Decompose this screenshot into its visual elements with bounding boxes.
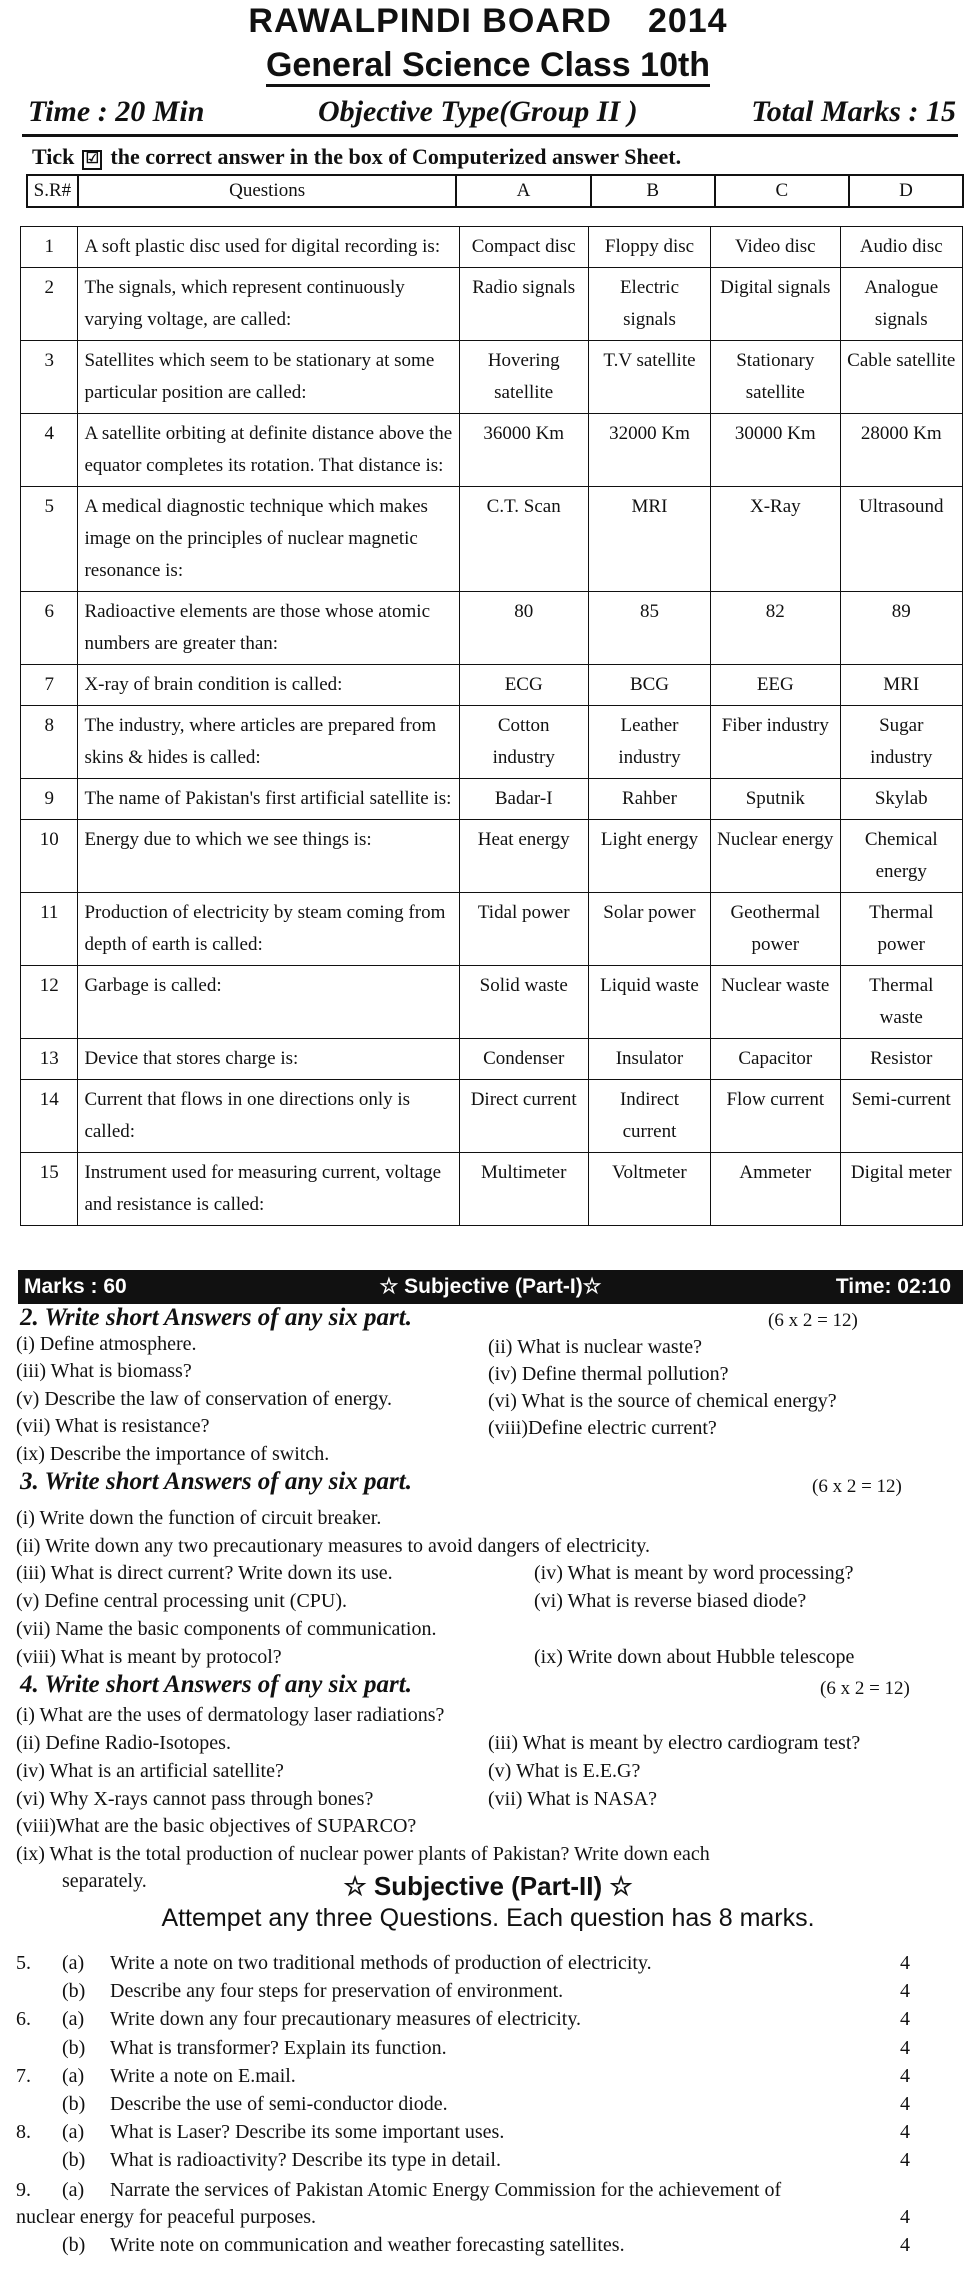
option-d: Resistor	[840, 1039, 963, 1080]
q9b-part: (b)	[62, 2234, 86, 2256]
mcq-row	[21, 665, 963, 706]
p2-number: 8.	[16, 2121, 31, 2143]
option-d: Audio disc	[840, 227, 963, 268]
mcq-row	[21, 779, 963, 820]
q9-number: 9.	[16, 2179, 31, 2201]
mcq-number: 1	[21, 227, 78, 268]
option-b: Insulator	[588, 1039, 710, 1080]
marks-label: Marks : 60	[24, 1275, 127, 1298]
q9b-text: Write note on communication and weather forecasting satellites.	[110, 2234, 625, 2256]
mcq-question: The industry, where articles are prepared from skins & hides is called:	[78, 706, 459, 779]
q2-iv: (iv) Define thermal pollution?	[488, 1363, 729, 1385]
option-c: Geothermal power	[711, 893, 840, 966]
q9a-text: Narrate the services of Pakistan Atomic Energy Commission for the achievement of	[110, 2179, 782, 2201]
option-a: Cotton industry	[459, 706, 588, 779]
mcq-question: Energy due to which we see things is:	[78, 820, 459, 893]
mcq-question: Current that flows in one directions only is called:	[78, 1080, 459, 1153]
mcq-question: A satellite orbiting at definite distance above the equator completes its rotation. That distance is:	[78, 414, 459, 487]
mcq-row	[21, 1153, 963, 1226]
mcq-number: 14	[21, 1080, 78, 1153]
p2-marks: 4	[900, 1952, 910, 1974]
mcq-row	[21, 706, 963, 779]
option-c: Sputnik	[711, 779, 840, 820]
mcq-row	[21, 966, 963, 1039]
option-d: Digital meter	[840, 1153, 963, 1226]
mcq-row	[21, 592, 963, 665]
col-sr: S.R#	[27, 175, 78, 207]
mcq-number: 5	[21, 487, 78, 592]
p2-number: 6.	[16, 2008, 31, 2030]
option-c: Capacitor	[711, 1039, 840, 1080]
p2-marks: 4	[900, 2008, 910, 2030]
board-title: RAWALPINDI BOARD 2014	[248, 2, 728, 40]
p2-part: (b)	[62, 2093, 86, 2115]
mcq-question: Instrument used for measuring current, voltage and resistance is called:	[78, 1153, 459, 1226]
option-d: Skylab	[840, 779, 963, 820]
mcq-number: 10	[21, 820, 78, 893]
option-a: Badar-I	[459, 779, 588, 820]
option-b: BCG	[588, 665, 710, 706]
subjective-bar	[18, 1270, 963, 1304]
total-marks: Total Marks : 15	[751, 95, 956, 128]
q3-ii: (ii) Write down any two precautionary measures to avoid dangers of electricity.	[16, 1535, 650, 1557]
col-d: D	[849, 175, 963, 207]
col-a: A	[456, 175, 590, 207]
q4-v: (v) What is E.E.G?	[488, 1760, 641, 1782]
q4-ii: (ii) Define Radio-Isotopes.	[16, 1732, 231, 1754]
q4-iv: (iv) What is an artificial satellite?	[16, 1760, 284, 1782]
q4-marks: (6 x 2 = 12)	[820, 1678, 910, 1699]
option-c: Nuclear energy	[711, 820, 840, 893]
answer-table-header	[26, 174, 964, 208]
option-d: Chemical energy	[840, 820, 963, 893]
col-b: B	[591, 175, 715, 207]
p2-part: (b)	[62, 2037, 86, 2059]
q2-i: (i) Define atmosphere.	[16, 1333, 197, 1355]
subject-title: General Science Class 10th	[0, 44, 976, 86]
time-label: Time : 20 Min	[28, 95, 205, 128]
p2-text: Describe any four steps for preservation of environment.	[110, 1980, 564, 2002]
p2-part: (a)	[62, 2121, 85, 2143]
p2-text: Write a note on E.mail.	[110, 2065, 296, 2087]
mcq-number: 9	[21, 779, 78, 820]
mcq-number: 13	[21, 1039, 78, 1080]
q4-ix: (ix) What is the total production of nuclear power plants of Pakistan? Write down each	[16, 1843, 710, 1865]
option-c: Video disc	[711, 227, 840, 268]
mcq-question: A medical diagnostic technique which makes image on the principles of nuclear magnetic resonance is:	[78, 487, 459, 592]
tick-instruction: Tick ☑ the correct answer in the box of Computerized answer Sheet.	[32, 144, 682, 169]
part2-title: ☆ Subjective (Part-II) ☆	[343, 1871, 633, 1901]
option-b: 85	[588, 592, 710, 665]
option-b: Electric signals	[588, 268, 710, 341]
option-a: Direct current	[459, 1080, 588, 1153]
q4-vi: (vi) Why X-rays cannot pass through bones?	[16, 1788, 374, 1810]
mcq-row	[21, 1039, 963, 1080]
option-d: Ultrasound	[840, 487, 963, 592]
option-c: X-Ray	[711, 487, 840, 592]
mcq-number: 2	[21, 268, 78, 341]
p2-text: Write a note on two traditional methods of production of electricity.	[110, 1952, 652, 1974]
mcq-question: The signals, which represent continuously varying voltage, are called:	[78, 268, 459, 341]
p2-text: Write down any four precautionary measures of electricity.	[110, 2008, 582, 2030]
q3-vi: (vi) What is reverse biased diode?	[534, 1590, 807, 1612]
mcq-number: 6	[21, 592, 78, 665]
q9b-marks: 4	[900, 2234, 910, 2256]
q9a-marks: 4	[900, 2206, 910, 2228]
checkbox-icon: ☑	[82, 150, 102, 170]
mcq-number: 15	[21, 1153, 78, 1226]
option-a: C.T. Scan	[459, 487, 588, 592]
q9a-text-cont: nuclear energy for peaceful purposes.	[16, 2206, 317, 2228]
q2-iii: (iii) What is biomass?	[16, 1360, 192, 1382]
option-a: Condenser	[459, 1039, 588, 1080]
col-c: C	[715, 175, 849, 207]
option-d: 89	[840, 592, 963, 665]
mcq-row	[21, 414, 963, 487]
p2-marks: 4	[900, 1980, 910, 2002]
option-c: Ammeter	[711, 1153, 840, 1226]
q4-vii: (vii) What is NASA?	[488, 1788, 658, 1810]
mcq-number: 12	[21, 966, 78, 1039]
option-d: Cable satellite	[840, 341, 963, 414]
divider	[22, 134, 958, 137]
option-c: Flow current	[711, 1080, 840, 1153]
option-b: 32000 Km	[588, 414, 710, 487]
option-a: Multimeter	[459, 1153, 588, 1226]
option-a: Tidal power	[459, 893, 588, 966]
option-b: MRI	[588, 487, 710, 592]
option-a: 80	[459, 592, 588, 665]
mcq-question: Production of electricity by steam coming from depth of earth is called:	[78, 893, 459, 966]
mcq-row	[21, 893, 963, 966]
col-questions: Questions	[78, 175, 456, 207]
option-a: Hovering satellite	[459, 341, 588, 414]
p2-part: (a)	[62, 2008, 85, 2030]
option-a: Solid waste	[459, 966, 588, 1039]
q3-marks: (6 x 2 = 12)	[812, 1476, 902, 1497]
option-a: Radio signals	[459, 268, 588, 341]
part2-instructions: Attempet any three Questions. Each question has 8 marks.	[161, 1904, 815, 1932]
mcq-row	[21, 820, 963, 893]
mcq-question: The name of Pakistan's first artificial satellite is:	[78, 779, 459, 820]
option-d: Thermal power	[840, 893, 963, 966]
p2-marks: 4	[900, 2065, 910, 2087]
option-b: Floppy disc	[588, 227, 710, 268]
option-a: 36000 Km	[459, 414, 588, 487]
q3-title: 3. Write short Answers of any six part.	[20, 1468, 412, 1495]
q2-v: (v) Describe the law of conservation of energy.	[16, 1388, 392, 1410]
p2-number: 5.	[16, 1952, 31, 1974]
option-d: 28000 Km	[840, 414, 963, 487]
mcq-row	[21, 1080, 963, 1153]
p2-part: (a)	[62, 1952, 85, 1974]
q4-i: (i) What are the uses of dermatology laser radiations?	[16, 1704, 445, 1726]
mcq-row	[21, 268, 963, 341]
mcq-question: Radioactive elements are those whose atomic numbers are greater than:	[78, 592, 459, 665]
p2-marks: 4	[900, 2149, 910, 2171]
paper-meta	[28, 92, 956, 132]
mcq-question: Satellites which seem to be stationary at some particular position are called:	[78, 341, 459, 414]
option-b: Solar power	[588, 893, 710, 966]
option-a: Compact disc	[459, 227, 588, 268]
mcq-number: 4	[21, 414, 78, 487]
q3-viii: (viii) What is meant by protocol?	[16, 1646, 282, 1668]
q4-viii: (viii)What are the basic objectives of SUPARCO?	[16, 1815, 417, 1837]
mcq-question: Garbage is called:	[78, 966, 459, 1039]
mcq-number: 11	[21, 893, 78, 966]
q3-i: (i) Write down the function of circuit breaker.	[16, 1507, 382, 1529]
q3-v: (v) Define central processing unit (CPU).	[16, 1590, 348, 1612]
time-remaining: Time: 02:10	[835, 1275, 951, 1298]
mcq-number: 3	[21, 341, 78, 414]
p2-text: What is transformer? Explain its function.	[110, 2037, 447, 2059]
option-b: Liquid waste	[588, 966, 710, 1039]
q9a-part: (a)	[62, 2179, 85, 2201]
mcq-table	[20, 226, 963, 1226]
p2-marks: 4	[900, 2093, 910, 2115]
paper-type: Objective Type(Group II )	[317, 95, 638, 128]
option-b: Rahber	[588, 779, 710, 820]
option-b: Indirect current	[588, 1080, 710, 1153]
option-d: Semi-current	[840, 1080, 963, 1153]
mcq-row	[21, 487, 963, 592]
option-d: Sugar industry	[840, 706, 963, 779]
p2-part: (a)	[62, 2065, 85, 2087]
p2-text: What is Laser? Describe its some important uses.	[110, 2121, 505, 2143]
q3-vii: (vii) Name the basic components of communication.	[16, 1618, 437, 1640]
mcq-number: 7	[21, 665, 78, 706]
q2-viii: (viii)Define electric current?	[488, 1417, 717, 1439]
option-a: ECG	[459, 665, 588, 706]
q3-ix: (ix) Write down about Hubble telescope	[534, 1646, 855, 1668]
p2-marks: 4	[900, 2121, 910, 2143]
p2-marks: 4	[900, 2037, 910, 2059]
p2-text: Describe the use of semi-conductor diode.	[110, 2093, 448, 2115]
mcq-row	[21, 227, 963, 268]
q2-ix: (ix) Describe the importance of switch.	[16, 1443, 330, 1465]
option-b: T.V satellite	[588, 341, 710, 414]
mcq-question: A soft plastic disc used for digital recording is:	[78, 227, 459, 268]
option-b: Voltmeter	[588, 1153, 710, 1226]
q2-vii: (vii) What is resistance?	[16, 1415, 210, 1437]
p2-part: (b)	[62, 2149, 86, 2171]
option-d: Thermal waste	[840, 966, 963, 1039]
option-a: Heat energy	[459, 820, 588, 893]
option-d: Analogue signals	[840, 268, 963, 341]
option-c: 82	[711, 592, 840, 665]
p2-text: What is radioactivity? Describe its type in detail.	[110, 2149, 501, 2171]
option-b: Light energy	[588, 820, 710, 893]
option-c: 30000 Km	[711, 414, 840, 487]
part1-title: ☆ Subjective (Part-I)☆	[379, 1275, 602, 1298]
option-c: Fiber industry	[711, 706, 840, 779]
mcq-question: X-ray of brain condition is called:	[78, 665, 459, 706]
q4-iii: (iii) What is meant by electro cardiogram test?	[488, 1732, 861, 1754]
q3-iv: (iv) What is meant by word processing?	[534, 1562, 854, 1584]
p2-part: (b)	[62, 1980, 86, 2002]
option-c: Stationary satellite	[711, 341, 840, 414]
option-c: Nuclear waste	[711, 966, 840, 1039]
option-d: MRI	[840, 665, 963, 706]
option-c: EEG	[711, 665, 840, 706]
q3-iii: (iii) What is direct current? Write down its use.	[16, 1562, 393, 1584]
q4-ix-cont: separately.	[62, 1870, 147, 1892]
q2-title: 2. Write short Answers of any six part.	[20, 1304, 412, 1331]
mcq-question: Device that stores charge is:	[78, 1039, 459, 1080]
mcq-number: 8	[21, 706, 78, 779]
q2-marks: (6 x 2 = 12)	[768, 1310, 858, 1331]
q4-title: 4. Write short Answers of any six part.	[20, 1671, 412, 1698]
q2-vi: (vi) What is the source of chemical energy?	[488, 1390, 837, 1412]
p2-number: 7.	[16, 2065, 31, 2087]
option-c: Digital signals	[711, 268, 840, 341]
mcq-row	[21, 341, 963, 414]
option-b: Leather industry	[588, 706, 710, 779]
q2-ii: (ii) What is nuclear waste?	[488, 1336, 702, 1358]
